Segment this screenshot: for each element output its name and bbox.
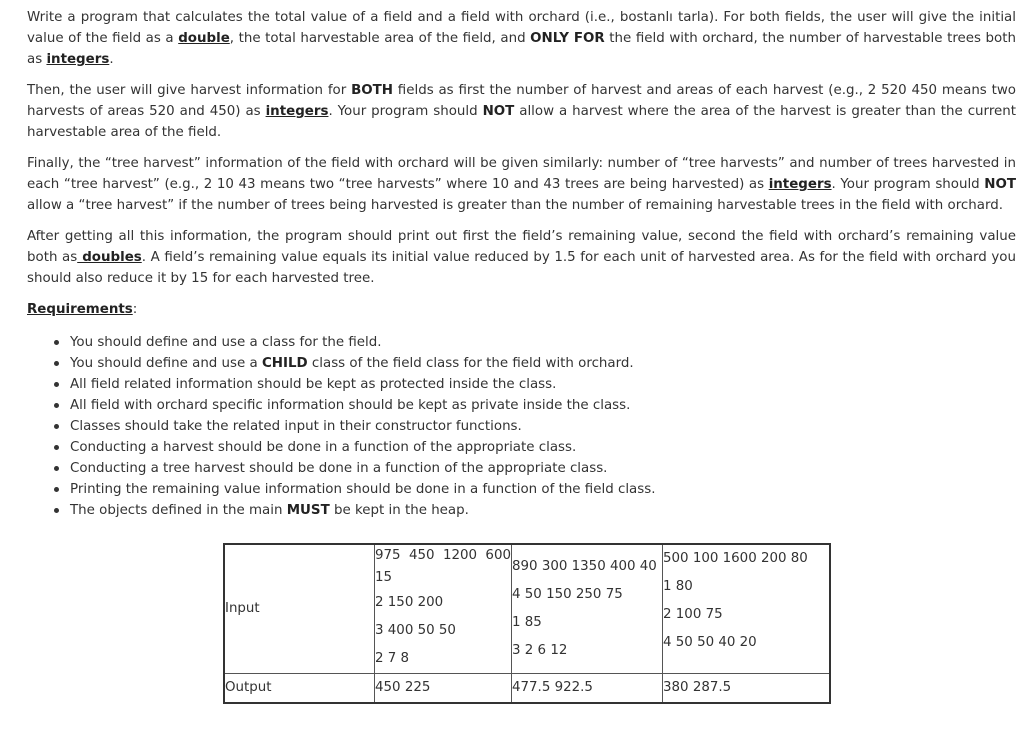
example-2-output: 477.5 922.5 — [512, 674, 663, 704]
emphasis-both: BOTH — [351, 83, 393, 98]
list-item: Classes should take the related input in their constructor functions. — [70, 416, 1016, 437]
emphasis-integers: integers — [46, 52, 110, 67]
list-item: Printing the remaining value information should be done in a function of the field class. — [70, 479, 1016, 500]
paragraph-tree-harvest — [27, 153, 1016, 216]
io-examples-table — [223, 543, 831, 704]
text: Then, the user will give harvest information for — [27, 83, 352, 98]
list-item: Conducting a tree harvest should be done in a function of the appropriate class. — [70, 458, 1016, 479]
list-item: All field with orchard specific information should be kept as private inside the class. — [70, 395, 1016, 416]
emphasis-doubles: doubles — [77, 250, 142, 265]
requirements-title: Requirements — [27, 302, 133, 317]
text: allow a harvest where the area of the harvest is greater than the current harvestable area of the field. — [27, 104, 1017, 140]
assignment-document — [27, 7, 1016, 521]
paragraph-harvest — [27, 80, 1016, 143]
table-row-output — [224, 674, 830, 704]
text: . A field’s remaining value equals its initial value reduced by 1.5 for each unit of harvested area. As for the field with orchard you should also reduce it by 15 for each harvested tree. — [27, 250, 1016, 286]
text: Finally, the “tree harvest” information of the field with orchard will be given similarly: number of “tree harvests” and number of trees harvested in each “tree harvest” (e.g., 2 10 43 means two “tree harvests” where 10 and 43 trees are being harvested) as — [27, 156, 1016, 192]
list-item: You should define and use a class for the field. — [70, 332, 1016, 353]
list-item: You should define and use a CHILD class of the field class for the field with orchard. — [70, 353, 1016, 374]
example-2-input: 890 300 1350 400 40 4 50 150 250 75 1 85 3 2 6 12 — [512, 544, 663, 674]
list-item: All field related information should be kept as protected inside the class. — [70, 374, 1016, 395]
text: . Your program should — [831, 177, 985, 192]
list-item: The objects defined in the main MUST be kept in the heap. — [70, 500, 1016, 521]
text: fields as first the number of harvest and areas of each harvest (e.g., 2 520 450 means two harvests of areas 520 and 450) as — [27, 83, 1016, 119]
text: Write a program that calculates the total value of a field and a field with orchard (i.e., bostanlı tarla). For both fields, the user will give the initial value of the field as a — [27, 10, 1016, 46]
requirements-list — [27, 332, 1016, 521]
emphasis-integers: integers — [768, 177, 832, 192]
requirements-heading — [27, 299, 1016, 320]
emphasis-not: NOT — [482, 104, 515, 119]
emphasis-only-for: ONLY FOR — [530, 31, 605, 46]
paragraph-intro — [27, 7, 1016, 70]
text: . — [109, 52, 114, 67]
example-1-input: 975 450 1200 600 15 2 150 200 3 400 50 50 2 7 8 — [375, 544, 512, 674]
text: : — [132, 302, 138, 317]
output-label-cell: Output — [224, 674, 375, 704]
example-3-input: 500 100 1600 200 80 1 80 2 100 75 4 50 50 40 20 — [663, 544, 831, 674]
text: . Your program should — [328, 104, 483, 119]
example-1-output: 450 225 — [375, 674, 512, 704]
emphasis-integers: integers — [265, 104, 329, 119]
table-row-input — [224, 544, 830, 674]
emphasis-double: double — [178, 31, 230, 46]
example-3-output: 380 287.5 — [663, 674, 831, 704]
text: allow a “tree harvest” if the number of trees being harvested is greater than the number of remaining harvestable trees in the field with orchard. — [27, 198, 1003, 213]
text: After getting all this information, the program should print out first the field’s remaining value, second the field with orchard’s remaining value both as — [27, 229, 1016, 265]
list-item: Conducting a harvest should be done in a function of the appropriate class. — [70, 437, 1016, 458]
text: , the total harvestable area of the field, and — [229, 31, 531, 46]
text: the field with orchard, the number of harvestable trees both as — [27, 31, 1016, 67]
emphasis-not: NOT — [984, 177, 1017, 192]
input-label-cell: Input — [224, 544, 375, 674]
paragraph-output — [27, 226, 1016, 289]
